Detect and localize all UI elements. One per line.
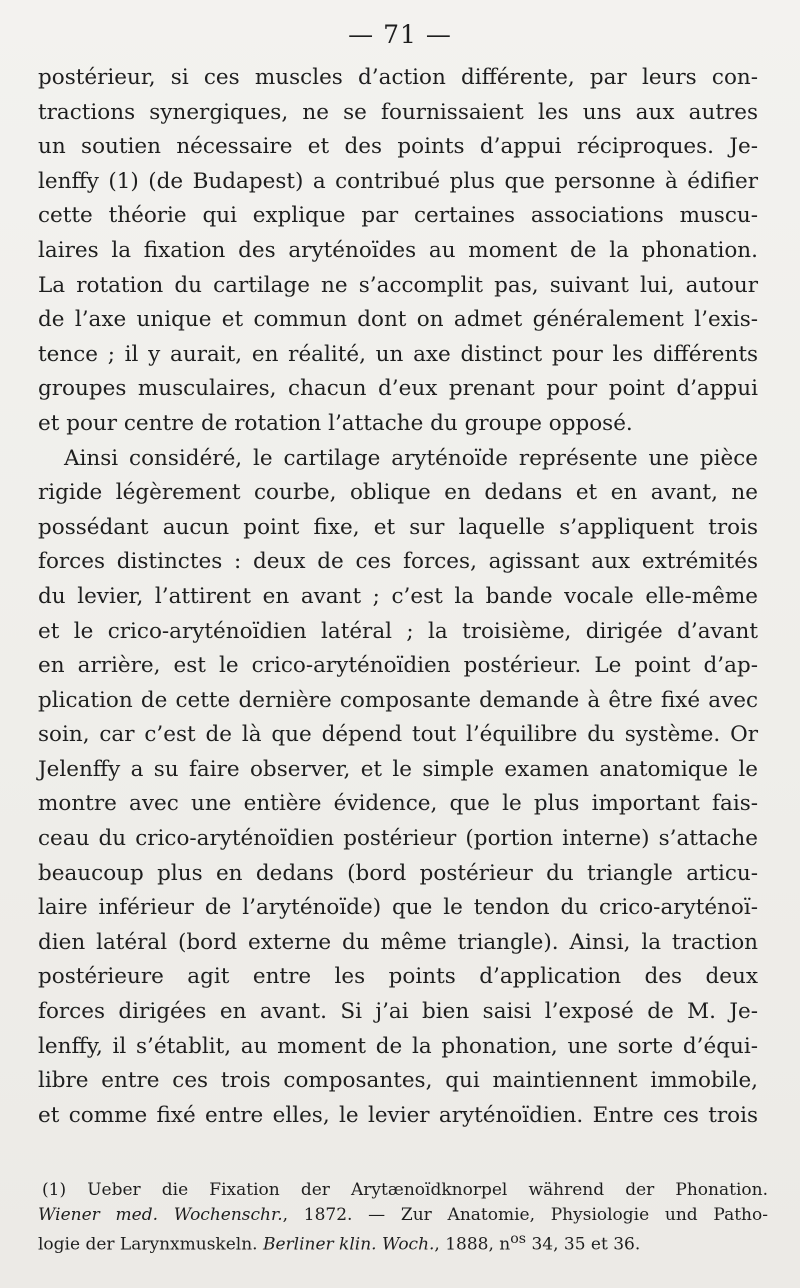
footnote bbox=[38, 1178, 768, 1255]
text-line: laires la fixation des aryténoïdes au moment de la phonation. bbox=[38, 237, 758, 263]
text-line: plication de cette dernière composante demande à être fixé avec bbox=[38, 687, 758, 713]
footnote-line bbox=[38, 1203, 768, 1228]
page-number: — 71 — bbox=[348, 20, 452, 49]
text-line: cette théorie qui explique par certaines associations muscu- bbox=[38, 203, 758, 229]
text-line: La rotation du cartilage ne s’accomplit pas, suivant lui, autour bbox=[38, 272, 758, 298]
text-line: tractions synergiques, ne se fournissaient les uns aux autres bbox=[38, 99, 758, 125]
text-line: lenffy, il s’établit, au moment de la phonation, une sorte d’équi- bbox=[38, 1033, 758, 1059]
text-line: lenffy (1) (de Budapest) a contribué plus que personne à édifier bbox=[38, 168, 758, 194]
text-line: ceau du crico-aryténoïdien postérieur (portion interne) s’attache bbox=[38, 826, 758, 852]
journal-title: Wiener med. Wochenschr. bbox=[38, 1204, 283, 1225]
text-line: dien latéral (bord externe du même triangle). Ainsi, la traction bbox=[38, 929, 758, 955]
text-line: et le crico-aryténoïdien latéral ; la troisième, dirigée d’avant bbox=[38, 618, 758, 644]
text-line: rigide légèrement courbe, oblique en dedans et en avant, ne bbox=[38, 480, 758, 506]
text-line: postérieur, si ces muscles d’action différente, par leurs con- bbox=[38, 65, 758, 90]
text-line: tence ; il y aurait, en réalité, un axe distinct pour les différents bbox=[38, 341, 758, 367]
text-line: soin, car c’est de là que dépend tout l’équilibre du système. Or bbox=[38, 722, 758, 748]
text-line: montre avec une entière évidence, que le plus important fais- bbox=[38, 791, 758, 817]
text-line: un soutien nécessaire et des points d’appui réciproques. Je- bbox=[38, 134, 758, 160]
text-line: Jelenffy a su faire observer, et le simple examen anatomique le bbox=[38, 756, 758, 782]
text-line: beaucoup plus en dedans (bord postérieur du triangle articu- bbox=[38, 860, 758, 886]
text-line: possédant aucun point fixe, et sur laquelle s’appliquent trois bbox=[38, 514, 758, 540]
footnote-text: , 1872. — Zur Anatomie, Physiologie und Patho- bbox=[282, 1204, 768, 1225]
text-line: forces distinctes : deux de ces forces, agissant aux extrémités bbox=[38, 549, 758, 575]
text-line: du levier, l’attirent en avant ; c’est la bande vocale elle-même bbox=[38, 583, 758, 609]
footnote-line bbox=[38, 1227, 768, 1255]
body-text bbox=[38, 61, 758, 1133]
text-line: en arrière, est le crico-aryténoïdien postérieur. Le point d’ap- bbox=[38, 653, 758, 679]
text-line: libre entre ces trois composantes, qui maintiennent immobile, bbox=[38, 1068, 758, 1094]
footnote-text: 34, 35 et 36. bbox=[526, 1234, 641, 1255]
text-line: et comme fixé entre elles, le levier aryténoïdien. Entre ces trois bbox=[38, 1102, 758, 1128]
journal-title: Berliner klin. Woch. bbox=[262, 1234, 435, 1255]
text-line: de l’axe unique et commun dont on admet généralement l’exis- bbox=[38, 307, 758, 333]
text-line: Ainsi considéré, le cartilage aryténoïde représente une pièce bbox=[64, 445, 758, 471]
text-line: laire inférieur de l’aryténoïde) que le tendon du crico-aryténoï- bbox=[38, 895, 758, 921]
footnote-text: logie der Larynxmuskeln. bbox=[38, 1234, 263, 1255]
text-line: et pour centre de rotation l’attache du groupe opposé. bbox=[38, 410, 633, 436]
text-line: groupes musculaires, chacun d’eux prenant pour point d’appui bbox=[38, 376, 758, 402]
footnote-text: (1) Ueber die Fixation der Arytænoïdknorpel während der Phonation. bbox=[42, 1180, 768, 1200]
footnote-superscript: os bbox=[510, 1231, 527, 1247]
text-line: forces dirigées en avant. Si j’ai bien saisi l’exposé de M. Je- bbox=[38, 999, 758, 1025]
footnote-text: , 1888, n bbox=[434, 1234, 511, 1255]
footnote-line bbox=[38, 1178, 768, 1203]
text-line: postérieure agit entre les points d’application des deux bbox=[38, 964, 758, 990]
